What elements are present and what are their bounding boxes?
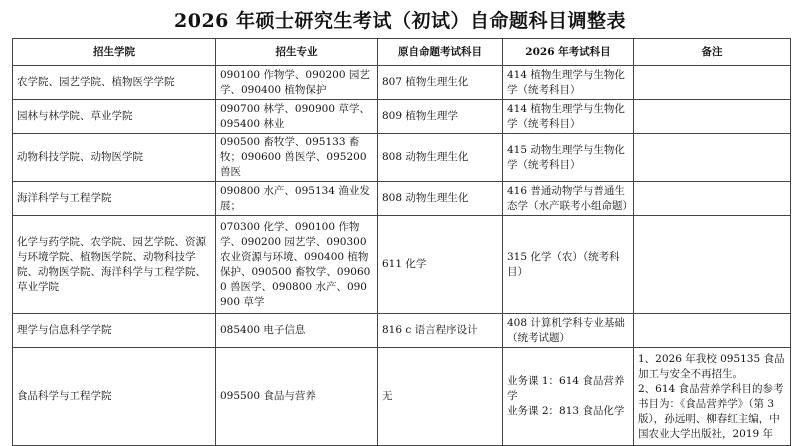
header-major: 招生专业: [216, 39, 378, 66]
cell-college: 农学院、园艺学院、植物医学学院: [13, 66, 216, 100]
cell-major: 090100 作物学、090200 园艺学、090400 植物保护: [216, 66, 378, 100]
cell-major: 090700 林学、090900 草学、095400 林业: [216, 100, 378, 134]
cell-new-subject: 业务课 1：614 食品营养学 业务课 2：813 食品化学: [503, 348, 634, 446]
table-row: [13, 216, 791, 314]
table-row: [13, 314, 791, 348]
subject-adjustment-table: [12, 38, 791, 446]
cell-note: [634, 100, 791, 134]
cell-college: 理学与信息科学学院: [13, 314, 216, 348]
cell-old-subject: 611 化学: [378, 216, 503, 314]
cell-college: 海洋科学与工程学院: [13, 182, 216, 216]
cell-college: 化学与药学院、农学院、园艺学院、资源与环境学院、植物医学院、动物科技学院、动物医学院、海洋科学与工程学院、草业学院: [13, 216, 216, 314]
cell-old-subject: 808 动物生理生化: [378, 182, 503, 216]
cell-college: 园林与林学院、草业学院: [13, 100, 216, 134]
cell-note: [634, 314, 791, 348]
table-row: [13, 66, 791, 100]
page-title: 2026 年硕士研究生考试（初试）自命题科目调整表: [174, 10, 626, 32]
cell-note: [634, 348, 791, 446]
cell-new-subject: 414 植物生理学与生物化学（统考科目）: [503, 66, 634, 100]
note-item: 1、2026 年我校 095135 食品加工与安全不再招生。: [638, 352, 785, 380]
table-header-row: [13, 39, 791, 66]
header-old-subject: 原自命题考试科目: [378, 39, 503, 66]
cell-old-subject: 809 植物生理学: [378, 100, 503, 134]
header-new-subject: 2026 年考试科目: [503, 39, 634, 66]
cell-old-subject: 816 c 语言程序设计: [378, 314, 503, 348]
cell-major: 090500 畜牧学、095133 畜牧；090600 兽医学、095200 兽医: [216, 134, 378, 182]
cell-old-subject: 808 动物生理生化: [378, 134, 503, 182]
cell-college: 食品科学与工程学院: [13, 348, 216, 446]
cell-note: [634, 182, 791, 216]
cell-college: 动物科技学院、动物医学院: [13, 134, 216, 182]
cell-new-subject: 415 动物生理学与生物化学（统考科目）: [503, 134, 634, 182]
table-row: [13, 348, 791, 446]
cell-old-subject: 807 植物生理生化: [378, 66, 503, 100]
table-row: [13, 134, 791, 182]
cell-note: [634, 216, 791, 314]
cell-note: [634, 66, 791, 100]
cell-new-subject: 416 普通动物学与普通生态学（水产联考小组命题）: [503, 182, 634, 216]
cell-major: 070300 化学、090100 作物学、090200 园艺学、090300 农业资源与环境、090400 植物保护、090500 畜牧学、090600 兽医学、090800 水产、090900 草学: [216, 216, 378, 314]
cell-new-subject: 315 化学（农）（统考科目）: [503, 216, 634, 314]
cell-old-subject: 无: [378, 348, 503, 446]
header-college: 招生学院: [13, 39, 216, 66]
cell-note: [634, 134, 791, 182]
table-row: [13, 100, 791, 134]
table-row: [13, 182, 791, 216]
cell-major: 085400 电子信息: [216, 314, 378, 348]
note-item: 2、614 食品营养学科目的参考书目为：《食品营养学》（第 3 版），孙远明、柳春红主编，中国农业大学出版社，2019 年: [638, 382, 784, 440]
cell-major: 095500 食品与营养: [216, 348, 378, 446]
cell-new-subject: 414 植物生理学与生物化学（统考科目）: [503, 100, 634, 134]
cell-new-subject: 408 计算机学科专业基础（统考试题）: [503, 314, 634, 348]
cell-major: 090800 水产、095134 渔业发展；: [216, 182, 378, 216]
header-note: 备注: [634, 39, 791, 66]
